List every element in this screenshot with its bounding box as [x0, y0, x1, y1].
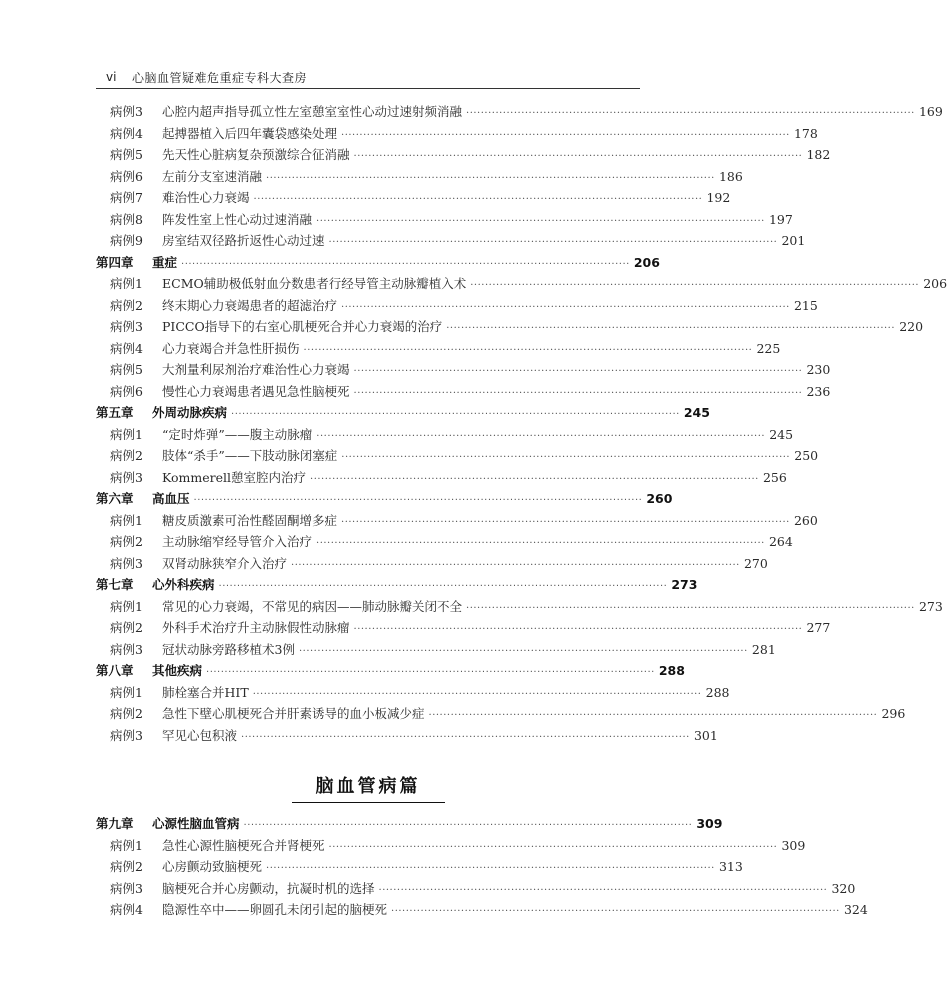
- toc-case-entry[interactable]: [96, 553, 768, 575]
- entry-label: 病例5: [110, 147, 143, 162]
- dot-leader: ··························································································································: [303, 344, 753, 356]
- entry-label: 病例9: [110, 233, 143, 248]
- toc-case-entry[interactable]: [96, 878, 856, 900]
- entry-title: 隐源性卒中——卵圆孔未闭引起的脑梗死: [162, 902, 388, 917]
- entry-label: 第四章: [96, 254, 134, 270]
- toc-case-entry[interactable]: [96, 101, 943, 123]
- dot-leader: ··························································································································: [310, 473, 759, 485]
- entry-page: 250: [794, 448, 819, 463]
- toc-chapter-entry[interactable]: [96, 660, 685, 682]
- entry-title: 主动脉缩窄经导管介入治疗: [162, 534, 313, 549]
- entry-page: 206: [923, 276, 947, 291]
- toc-case-entry[interactable]: [96, 187, 731, 209]
- entry-title: 糖皮质激素可治性醛固酮增多症: [162, 512, 338, 528]
- toc-case-entry[interactable]: [96, 166, 743, 188]
- dot-leader: ··························································································································: [253, 194, 703, 205]
- entry-page: 281: [751, 641, 776, 657]
- entry-page: 313: [718, 859, 743, 874]
- entry-title: 其他疾病: [152, 663, 203, 678]
- toc-case-entry[interactable]: [96, 467, 787, 489]
- entry-label: 病例3: [110, 319, 143, 334]
- entry-title: 冠状动脉旁路移植术3例: [162, 641, 295, 657]
- dot-leader: ··························································································································: [266, 863, 715, 874]
- entry-title: 心源性脑血管病: [152, 816, 240, 831]
- dot-leader: ··························································································································: [341, 129, 790, 141]
- entry-page: 182: [806, 147, 831, 162]
- entry-page: 225: [756, 340, 781, 356]
- toc-case-entry[interactable]: [96, 617, 831, 639]
- entry-page: 277: [806, 620, 831, 635]
- toc-case-entry[interactable]: [96, 510, 818, 532]
- entry-page: 245: [683, 405, 710, 420]
- section-title: 脑血管病篇: [292, 772, 445, 803]
- running-header: [96, 64, 640, 89]
- entry-page: 245: [769, 426, 794, 442]
- toc-case-entry[interactable]: [96, 899, 868, 921]
- entry-page: 236: [806, 383, 831, 399]
- entry-page: 320: [831, 880, 856, 896]
- toc-list-bottom: [96, 813, 868, 921]
- dot-leader: ··························································································································: [391, 906, 840, 917]
- toc-case-entry[interactable]: [96, 835, 806, 857]
- entry-page: 288: [705, 684, 730, 700]
- entry-title: 外科手术治疗升主动脉假性动脉瘤: [162, 620, 350, 635]
- entry-title: 心腔内超声指导孤立性左室憩室室性心动过速射频消融: [162, 104, 463, 119]
- entry-title: PICCO指导下的右室心肌梗死合并心力衰竭的治疗: [162, 319, 443, 334]
- entry-title: 急性下壁心肌梗死合并肝素诱导的血小板减少症: [162, 706, 425, 721]
- entry-title: 先天性心脏病复杂预激综合征消融: [162, 147, 350, 162]
- toc-chapter-entry[interactable]: [96, 813, 723, 835]
- entry-title: 心外科疾病: [152, 577, 215, 592]
- toc-case-entry[interactable]: [96, 531, 793, 553]
- entry-page: 296: [881, 706, 906, 721]
- page-number: vi: [106, 70, 117, 84]
- toc-case-entry[interactable]: [96, 682, 730, 704]
- dot-leader: ··························································································································: [241, 731, 690, 743]
- entry-title: 重症: [152, 254, 178, 270]
- entry-page: 309: [781, 837, 806, 853]
- dot-leader: ··························································································································: [341, 301, 790, 313]
- entry-page: 324: [843, 902, 868, 917]
- entry-label: 病例3: [110, 104, 143, 119]
- toc-case-entry[interactable]: [96, 725, 718, 747]
- entry-title: 大剂量利尿剂治疗难治性心力衰竭: [162, 362, 350, 377]
- entry-label: 病例2: [110, 859, 143, 874]
- entry-label: 病例3: [110, 880, 143, 896]
- entry-label: 病例2: [110, 620, 143, 635]
- entry-page: 260: [646, 491, 673, 506]
- dot-leader: ··························································································································: [316, 538, 765, 549]
- dot-leader: ··························································································································: [316, 430, 766, 442]
- entry-title: 终末期心力衰竭患者的超滤治疗: [162, 297, 338, 313]
- entry-title: 罕见心包积液: [162, 727, 238, 743]
- entry-title: 高血压: [152, 491, 190, 506]
- toc-case-entry[interactable]: [96, 295, 818, 317]
- entry-label: 病例4: [110, 125, 143, 141]
- toc-case-entry[interactable]: [96, 856, 743, 878]
- dot-leader: ··························································································································: [446, 323, 896, 334]
- entry-label: 病例6: [110, 168, 143, 184]
- entry-page: 230: [806, 362, 831, 377]
- toc-case-entry[interactable]: [96, 359, 831, 381]
- entry-title: 慢性心力衰竭患者遇见急性脑梗死: [162, 383, 350, 399]
- entry-title: 难治性心力衰竭: [162, 190, 250, 205]
- toc-case-entry[interactable]: [96, 424, 794, 446]
- dot-leader: ··························································································································: [218, 581, 668, 592]
- toc-chapter-entry[interactable]: [96, 488, 673, 510]
- entry-label: 病例2: [110, 534, 143, 549]
- toc-case-entry[interactable]: [96, 596, 943, 618]
- entry-label: 病例1: [110, 684, 143, 700]
- entry-page: 206: [633, 254, 660, 270]
- entry-page: 186: [718, 168, 743, 184]
- dot-leader: ··························································································································: [298, 645, 748, 657]
- dot-leader: ··························································································································: [353, 624, 803, 635]
- dot-leader: ··························································································································: [353, 387, 803, 399]
- toc-case-entry[interactable]: [96, 123, 818, 145]
- entry-label: 第八章: [96, 663, 134, 678]
- entry-title: ECMO辅助极低射血分数患者行经导管主动脉瓣植入术: [162, 276, 467, 291]
- dot-leader: ··························································································································: [266, 172, 715, 184]
- entry-page: 215: [793, 297, 818, 313]
- entry-label: 第七章: [96, 577, 134, 592]
- dot-leader: ··························································································································: [353, 151, 803, 162]
- toc-case-entry[interactable]: [96, 230, 806, 252]
- dot-leader: ··························································································································: [428, 710, 878, 721]
- entry-page: 273: [671, 577, 698, 592]
- book-title: 心脑血管疑难危重症专科大查房: [132, 71, 308, 85]
- dot-leader: ··························································································································: [243, 820, 693, 831]
- entry-page: 309: [696, 816, 723, 831]
- entry-title: 阵发性室上性心动过速消融: [162, 211, 313, 227]
- entry-page: 264: [768, 534, 793, 549]
- entry-label: 病例1: [110, 512, 143, 528]
- entry-page: 270: [743, 555, 768, 571]
- entry-title: 肢体“杀手”——下肢动脉闭塞症: [162, 448, 338, 463]
- entry-label: 病例1: [110, 598, 143, 614]
- toc-case-entry[interactable]: [96, 639, 776, 661]
- entry-page: 301: [693, 727, 718, 743]
- entry-title: 急性心源性脑梗死合并肾梗死: [162, 837, 325, 853]
- dot-leader: ··························································································································: [316, 215, 765, 227]
- toc-case-entry[interactable]: [96, 381, 831, 403]
- entry-title: 脑梗死合并心房颤动，抗凝时机的选择: [162, 880, 375, 896]
- entry-page: 256: [762, 469, 787, 485]
- entry-label: 第九章: [96, 816, 134, 831]
- entry-title: 外周动脉疾病: [152, 405, 228, 420]
- entry-page: 288: [658, 663, 685, 678]
- entry-title: 左前分支室速消融: [162, 168, 263, 184]
- dot-leader: ··························································································································: [181, 258, 630, 270]
- dot-leader: ··························································································································: [341, 452, 791, 463]
- entry-label: 第五章: [96, 405, 134, 420]
- entry-label: 病例3: [110, 555, 143, 571]
- entry-page: 178: [793, 125, 818, 141]
- dot-leader: ··························································································································: [252, 688, 702, 700]
- entry-title: 双肾动脉狭窄介入治疗: [162, 555, 288, 571]
- entry-page: 220: [899, 319, 924, 334]
- dot-leader: ··························································································································: [328, 237, 778, 248]
- entry-page: 260: [793, 512, 818, 528]
- toc-case-entry[interactable]: [96, 209, 793, 231]
- dot-leader: ··························································································································: [206, 667, 655, 678]
- dot-leader: ··························································································································: [328, 841, 778, 853]
- toc-case-entry[interactable]: [96, 703, 906, 725]
- toc-chapter-entry[interactable]: [96, 252, 660, 274]
- entry-page: 273: [918, 598, 943, 614]
- entry-title: 心力衰竭合并急性肝损伤: [162, 340, 300, 356]
- toc-case-entry[interactable]: [96, 338, 781, 360]
- entry-title: 常见的心力衰竭，不常见的病因——肺动脉瓣关闭不全: [162, 598, 463, 614]
- entry-title: 房室结双径路折返性心动过速: [162, 233, 325, 248]
- entry-label: 病例6: [110, 383, 143, 399]
- dot-leader: ··························································································································: [193, 495, 643, 506]
- entry-label: 病例1: [110, 837, 143, 853]
- entry-page: 197: [768, 211, 793, 227]
- entry-label: 病例7: [110, 190, 143, 205]
- entry-label: 病例1: [110, 276, 143, 291]
- entry-label: 病例3: [110, 727, 143, 743]
- toc-chapter-entry[interactable]: [96, 402, 710, 424]
- dot-leader: ··························································································································: [470, 280, 920, 291]
- dot-leader: ··························································································································: [466, 602, 915, 614]
- entry-label: 病例4: [110, 340, 143, 356]
- entry-label: 病例3: [110, 641, 143, 657]
- toc-case-entry[interactable]: [96, 273, 947, 295]
- entry-label: 病例2: [110, 297, 143, 313]
- toc-list-top: [96, 101, 947, 746]
- dot-leader: ··························································································································: [466, 108, 915, 119]
- dot-leader: ··························································································································: [231, 409, 680, 420]
- dot-leader: ··························································································································: [353, 366, 803, 377]
- entry-title: 起搏器植入后四年囊袋感染处理: [162, 125, 338, 141]
- entry-page: 169: [918, 104, 943, 119]
- entry-label: 病例1: [110, 426, 143, 442]
- entry-title: Kommerell憩室腔内治疗: [162, 469, 307, 485]
- entry-label: 病例8: [110, 211, 143, 227]
- dot-leader: ··························································································································: [341, 516, 790, 528]
- toc-case-entry[interactable]: [96, 316, 924, 338]
- entry-page: 192: [706, 190, 731, 205]
- entry-title: “定时炸弹”——腹主动脉瘤: [162, 426, 313, 442]
- entry-label: 病例2: [110, 448, 143, 463]
- entry-label: 病例2: [110, 706, 143, 721]
- entry-title: 肺栓塞合并HIT: [162, 684, 249, 700]
- toc-case-entry[interactable]: [96, 445, 819, 467]
- section-heading: [0, 772, 730, 803]
- toc-chapter-entry[interactable]: [96, 574, 698, 596]
- entry-title: 心房颤动致脑梗死: [162, 859, 263, 874]
- dot-leader: ··························································································································: [378, 884, 828, 896]
- entry-label: 第六章: [96, 491, 134, 506]
- toc-case-entry[interactable]: [96, 144, 831, 166]
- entry-label: 病例5: [110, 362, 143, 377]
- entry-page: 201: [781, 233, 806, 248]
- dot-leader: ··························································································································: [291, 559, 740, 571]
- entry-label: 病例4: [110, 902, 143, 917]
- entry-label: 病例3: [110, 469, 143, 485]
